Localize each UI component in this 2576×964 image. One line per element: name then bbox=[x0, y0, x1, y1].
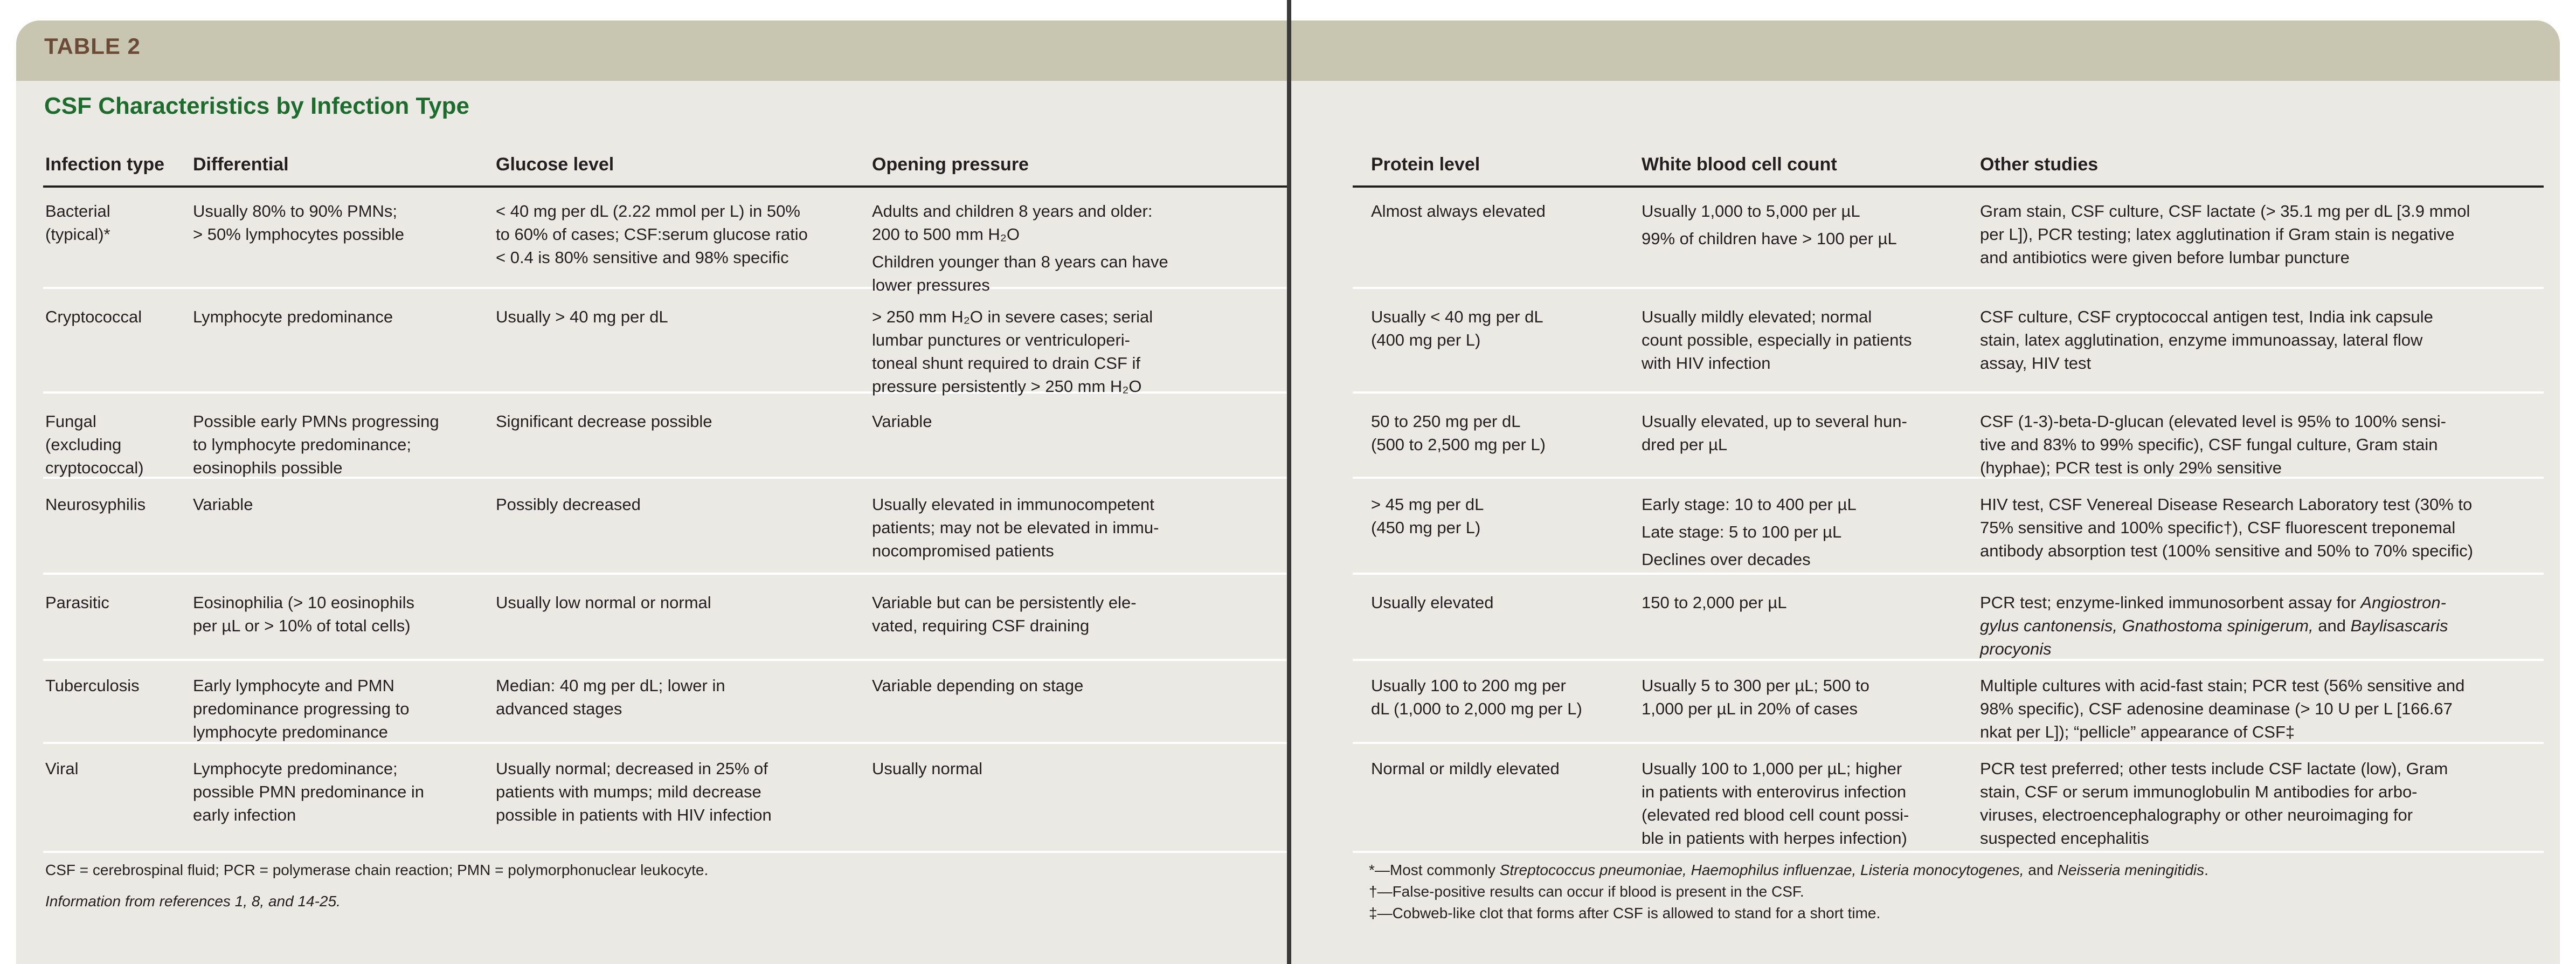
cell-line: Late stage: 5 to 100 per µL bbox=[1642, 522, 1842, 541]
cell-other-studies bbox=[1980, 305, 2546, 375]
cell-line: Declines over decades bbox=[1642, 550, 1811, 569]
cell-glucose bbox=[496, 305, 862, 328]
cell-glucose bbox=[496, 410, 862, 433]
cell-line: and bbox=[2313, 616, 2351, 635]
cell-line: PCR test preferred; other tests include CSF lactate (low), Gram bbox=[1980, 759, 2448, 778]
cell-wbc bbox=[1642, 410, 1965, 456]
cell-other-studies bbox=[1980, 199, 2546, 269]
cell-line: Baylisascaris bbox=[2350, 616, 2448, 635]
cell-line: patients with mumps; mild decrease bbox=[496, 782, 761, 801]
header-infection-type: Infection type bbox=[45, 154, 165, 175]
header-glucose: Glucose level bbox=[496, 154, 614, 175]
cell-line: Lymphocyte predominance; bbox=[193, 759, 398, 778]
cell-line: Possible early PMNs progressing bbox=[193, 412, 439, 431]
cell-line: nkat per L]); “pellicle” appearance of CSF‡ bbox=[1980, 722, 2295, 741]
cell-line: Multiple cultures with acid-fast stain; PCR test (56% sensitive and bbox=[1980, 676, 2465, 695]
cell-protein bbox=[1371, 757, 1630, 780]
cell-line: Normal or mildly elevated bbox=[1371, 759, 1560, 778]
cell-line: Gram stain, CSF culture, CSF lactate (> 35.1 mg per dL [3.9 mmol bbox=[1980, 202, 2470, 221]
cell-opening-pressure bbox=[872, 674, 1249, 697]
cell-line: per L]), PCR testing; latex agglutination if Gram stain is negative bbox=[1980, 225, 2455, 244]
cell-line: (450 mg per L) bbox=[1371, 518, 1481, 537]
cell-line: viruses, electroencephalography or other neuroimaging for bbox=[1980, 805, 2413, 824]
cell-line: stain, latex agglutination, enzyme immunoassay, lateral flow bbox=[1980, 330, 2423, 349]
cell-differential bbox=[193, 493, 484, 516]
header-protein: Protein level bbox=[1371, 154, 1480, 175]
cell-line: tive and 83% to 99% specific), CSF fungal culture, Gram stain bbox=[1980, 435, 2438, 454]
cell-line: 200 to 500 mm H₂O bbox=[872, 225, 1020, 244]
cell-line: CSF (1-3)-beta-D-glucan (elevated level is 95% to 100% sensi- bbox=[1980, 412, 2446, 431]
cell-line: predominance progressing to bbox=[193, 699, 410, 718]
cell-line: < 40 mg per dL (2.22 mmol per L) in 50% bbox=[496, 202, 800, 221]
footnote-source: Information from references 1, 8, and 14-25. bbox=[45, 893, 341, 910]
row-separator bbox=[1353, 287, 2544, 289]
cell-line: suspected encephalitis bbox=[1980, 829, 2149, 848]
cell-line: to lymphocyte predominance; bbox=[193, 435, 411, 454]
cell-wbc bbox=[1642, 493, 1965, 571]
cell-line: lymphocyte predominance bbox=[193, 722, 388, 741]
cell-line: (500 to 2,500 mg per L) bbox=[1371, 435, 1546, 454]
cell-line: Usually normal; decreased in 25% of bbox=[496, 759, 768, 778]
cell-line: to 60% of cases; CSF:serum glucose ratio bbox=[496, 225, 808, 244]
header-differential: Differential bbox=[193, 154, 289, 175]
cell-glucose bbox=[496, 591, 862, 614]
table-bottom-rule bbox=[43, 851, 1288, 853]
header-wbc: White blood cell count bbox=[1642, 154, 1837, 175]
cell-line: patients; may not be elevated in immu- bbox=[872, 518, 1159, 537]
cell-opening-pressure bbox=[872, 199, 1249, 297]
cell-opening-pressure bbox=[872, 757, 1249, 780]
cell-other-studies bbox=[1980, 493, 2546, 562]
cell-line: Neurosyphilis bbox=[45, 495, 146, 514]
cell-differential bbox=[193, 674, 484, 743]
cell-line: Significant decrease possible bbox=[496, 412, 712, 431]
cell-wbc bbox=[1642, 199, 1965, 250]
cell-line: Fungal bbox=[45, 412, 96, 431]
cell-line: Usually < 40 mg per dL bbox=[1371, 307, 1543, 326]
row-separator bbox=[1353, 391, 2544, 394]
cell-line: (400 mg per L) bbox=[1371, 330, 1481, 349]
cell-line: with HIV infection bbox=[1642, 354, 1771, 373]
cell-line: (excluding bbox=[45, 435, 122, 454]
cell-opening-pressure bbox=[872, 493, 1249, 562]
cell-glucose bbox=[496, 674, 862, 720]
cell-line: Usually low normal or normal bbox=[496, 593, 711, 612]
cell-line: and antibiotics were given before lumbar puncture bbox=[1980, 248, 2350, 267]
cell-line: > 50% lymphocytes possible bbox=[193, 225, 405, 244]
cell-line: Usually 5 to 300 per µL; 500 to bbox=[1642, 676, 1869, 695]
cell-line: in patients with enterovirus infection bbox=[1642, 782, 1907, 801]
footnote-star: *—Most commonly Streptococcus pneumoniae, Haemophilus influenzae, Listeria monocytogenes, and Neisseria meningitidis. bbox=[1369, 862, 2208, 878]
footnote-dagger: †—False-positive results can occur if blood is present in the CSF. bbox=[1369, 883, 1804, 900]
cell-protein bbox=[1371, 674, 1630, 720]
row-separator bbox=[43, 573, 1288, 575]
cell-line: Variable but can be persistently ele- bbox=[872, 593, 1137, 612]
cell-line: < 0.4 is 80% sensitive and 98% specific bbox=[496, 248, 789, 267]
cell-line: Angiostron- bbox=[2360, 593, 2446, 612]
cell-line: possible PMN predominance in bbox=[193, 782, 425, 801]
cell-line: (typical)* bbox=[45, 225, 110, 244]
cell-line: 50 to 250 mg per dL bbox=[1371, 412, 1521, 431]
header-other-studies: Other studies bbox=[1980, 154, 2099, 175]
cell-line: Usually normal bbox=[872, 759, 983, 778]
cell-opening-pressure bbox=[872, 410, 1249, 433]
page-divider bbox=[1287, 0, 1291, 964]
cell-line: Usually 100 to 1,000 per µL; higher bbox=[1642, 759, 1902, 778]
cell-line: Parasitic bbox=[45, 593, 109, 612]
cell-line: gylus cantonensis, Gnathostoma spinigerum, bbox=[1980, 616, 2314, 635]
cell-line: Bacterial bbox=[45, 202, 110, 221]
cell-line: Usually > 40 mg per dL bbox=[496, 307, 668, 326]
cell-glucose bbox=[496, 199, 862, 269]
cell-line: Early lymphocyte and PMN bbox=[193, 676, 394, 695]
footnote-double-dagger: ‡—Cobweb-like clot that forms after CSF is allowed to stand for a short time. bbox=[1369, 905, 1881, 921]
cell-other-studies bbox=[1980, 410, 2546, 479]
cell-differential bbox=[193, 591, 484, 637]
cell-opening-pressure bbox=[872, 305, 1249, 398]
header-rule-left bbox=[43, 185, 1288, 188]
cell-line: lumbar punctures or ventriculoperi- bbox=[872, 330, 1130, 349]
cell-protein bbox=[1371, 591, 1630, 614]
cell-line: Almost always elevated bbox=[1371, 202, 1546, 221]
cell-other-studies bbox=[1980, 674, 2546, 743]
cell-line: Cryptococcal bbox=[45, 307, 142, 326]
cell-differential bbox=[193, 757, 484, 827]
cell-line: count possible, especially in patients bbox=[1642, 330, 1912, 349]
cell-line: > 250 mm H₂O in severe cases; serial bbox=[872, 307, 1153, 326]
cell-line: Usually elevated in immunocompetent bbox=[872, 495, 1154, 514]
cell-line: 75% sensitive and 100% specific†), CSF fluorescent treponemal bbox=[1980, 518, 2456, 537]
cell-line: early infection bbox=[193, 805, 296, 824]
table-label: TABLE 2 bbox=[44, 33, 141, 59]
cell-line: Usually 80% to 90% PMNs; bbox=[193, 202, 398, 221]
table-title: CSF Characteristics by Infection Type bbox=[44, 93, 469, 119]
cell-line: procyonis bbox=[1980, 639, 2052, 658]
cell-line: Usually mildly elevated; normal bbox=[1642, 307, 1872, 326]
cell-line: pressure persistently > 250 mm H₂O bbox=[872, 377, 1142, 396]
cell-line: HIV test, CSF Venereal Disease Research Laboratory test (30% to bbox=[1980, 495, 2473, 514]
cell-line: antibody absorption test (100% sensitive and 50% to 70% specific) bbox=[1980, 541, 2474, 560]
cell-line: Usually 1,000 to 5,000 per µL bbox=[1642, 202, 1860, 221]
row-separator bbox=[43, 659, 1288, 661]
cell-wbc bbox=[1642, 674, 1965, 720]
cell-wbc bbox=[1642, 591, 1965, 614]
cell-line: Lymphocyte predominance bbox=[193, 307, 393, 326]
cell-protein bbox=[1371, 305, 1630, 352]
cell-line: CSF culture, CSF cryptococcal antigen test, India ink capsule bbox=[1980, 307, 2433, 326]
cell-other-studies bbox=[1980, 591, 2546, 660]
cell-line: Variable bbox=[193, 495, 253, 514]
cell-line: toneal shunt required to drain CSF if bbox=[872, 354, 1140, 373]
cell-wbc bbox=[1642, 757, 1965, 850]
cell-differential bbox=[193, 199, 484, 246]
cell-line: dL (1,000 to 2,000 mg per L) bbox=[1371, 699, 1582, 718]
cell-infection-type bbox=[45, 199, 185, 246]
cell-line: nocompromised patients bbox=[872, 541, 1054, 560]
cell-wbc bbox=[1642, 305, 1965, 375]
cell-line: eosinophils possible bbox=[193, 458, 343, 477]
cell-line: 1,000 per µL in 20% of cases bbox=[1642, 699, 1858, 718]
cell-differential bbox=[193, 410, 484, 479]
cell-line: Possibly decreased bbox=[496, 495, 641, 514]
cell-line: Usually elevated bbox=[1371, 593, 1494, 612]
cell-protein bbox=[1371, 199, 1630, 223]
cell-line: possible in patients with HIV infection bbox=[496, 805, 772, 824]
cell-glucose bbox=[496, 757, 862, 827]
cell-line: Usually 100 to 200 mg per bbox=[1371, 676, 1566, 695]
footnote-abbreviations: CSF = cerebrospinal fluid; PCR = polymerase chain reaction; PMN = polymorphonuclear leukocyte. bbox=[45, 862, 709, 878]
cell-line: Tuberculosis bbox=[45, 676, 140, 695]
cell-other-studies bbox=[1980, 757, 2546, 850]
cell-glucose bbox=[496, 493, 862, 516]
cell-infection-type bbox=[45, 757, 185, 780]
cell-line: assay, HIV test bbox=[1980, 354, 2092, 373]
table-bottom-rule bbox=[1353, 851, 2544, 853]
cell-line: (hyphae); PCR test is only 29% sensitive bbox=[1980, 458, 2282, 477]
cell-line: (elevated red blood cell count possi- bbox=[1642, 805, 1909, 824]
cell-line: 98% specific), CSF adenosine deaminase (> 10 U per L [166.67 bbox=[1980, 699, 2453, 718]
cell-line: Adults and children 8 years and older: bbox=[872, 202, 1153, 221]
cell-infection-type bbox=[45, 410, 185, 479]
cell-line: > 45 mg per dL bbox=[1371, 495, 1484, 514]
cell-line: Median: 40 mg per dL; lower in bbox=[496, 676, 725, 695]
cell-line: cryptococcal) bbox=[45, 458, 144, 477]
cell-line: per µL or > 10% of total cells) bbox=[193, 616, 411, 635]
cell-opening-pressure bbox=[872, 591, 1249, 637]
cell-line: Usually elevated, up to several hun- bbox=[1642, 412, 1907, 431]
row-separator bbox=[1353, 573, 2544, 575]
cell-line: Early stage: 10 to 400 per µL bbox=[1642, 495, 1857, 514]
cell-line: Variable depending on stage bbox=[872, 676, 1084, 695]
cell-line: stain, CSF or serum immunoglobulin M antibodies for arbo- bbox=[1980, 782, 2418, 801]
cell-line: 99% of children have > 100 per µL bbox=[1642, 229, 1897, 248]
cell-infection-type bbox=[45, 674, 185, 697]
cell-line: Viral bbox=[45, 759, 79, 778]
cell-protein bbox=[1371, 410, 1630, 456]
cell-line: lower pressures bbox=[872, 276, 990, 294]
cell-line: 150 to 2,000 per µL bbox=[1642, 593, 1787, 612]
cell-line: advanced stages bbox=[496, 699, 622, 718]
cell-line: vated, requiring CSF draining bbox=[872, 616, 1090, 635]
cell-line: ble in patients with herpes infection) bbox=[1642, 829, 1907, 848]
cell-line: Variable bbox=[872, 412, 932, 431]
cell-line: Eosinophilia (> 10 eosinophils bbox=[193, 593, 415, 612]
cell-infection-type bbox=[45, 591, 185, 614]
header-opening-pressure: Opening pressure bbox=[872, 154, 1029, 175]
cell-infection-type bbox=[45, 493, 185, 516]
header-rule-right bbox=[1353, 185, 2544, 188]
cell-line: Children younger than 8 years can have bbox=[872, 252, 1168, 271]
cell-line: dred per µL bbox=[1642, 435, 1728, 454]
cell-protein bbox=[1371, 493, 1630, 539]
cell-line: PCR test; enzyme-linked immunosorbent assay for bbox=[1980, 593, 2361, 612]
cell-infection-type bbox=[45, 305, 185, 328]
cell-differential bbox=[193, 305, 484, 328]
